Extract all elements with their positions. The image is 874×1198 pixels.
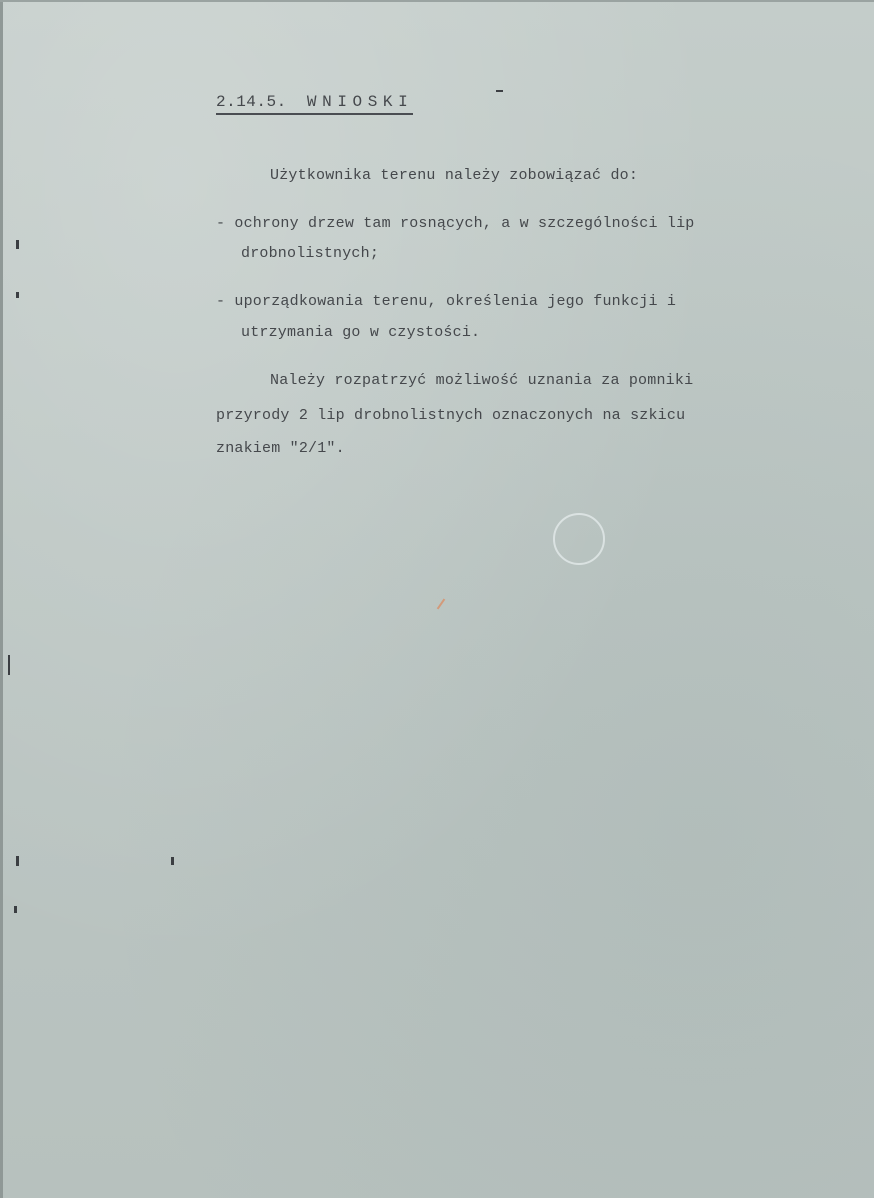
paragraph-line-3: znakiem "2/1". — [216, 440, 345, 457]
margin-mark — [16, 856, 19, 866]
list-item-1-line-1: - ochrony drzew tam rosnących, a w szczególności lip — [216, 215, 695, 232]
margin-mark — [16, 240, 19, 249]
faded-stamp-circle — [553, 513, 605, 565]
intro-line: Użytkownika terenu należy zobowiązać do: — [270, 167, 639, 184]
paper-speck — [437, 599, 446, 610]
margin-mark — [171, 857, 174, 865]
paragraph-line-1: Należy rozpatrzyć możliwość uznania za pomniki — [270, 372, 694, 389]
list-item-1-line-2: drobnolistnych; — [241, 245, 380, 262]
paper-left-edge — [0, 0, 3, 1198]
margin-mark — [16, 292, 19, 298]
section-title: WNIOSKI — [306, 93, 414, 111]
margin-mark — [8, 655, 10, 675]
ink-mark — [496, 90, 503, 92]
paper-top-edge — [0, 0, 874, 2]
list-item-2-line-2: utrzymania go w czystości. — [241, 324, 481, 341]
section-heading — [216, 92, 413, 115]
margin-mark — [14, 906, 17, 913]
list-item-2-line-1: - uporządkowania terenu, określenia jego funkcji i — [216, 293, 677, 310]
section-number: 2.14.5. — [216, 93, 287, 111]
paragraph-line-2: przyrody 2 lip drobnolistnych oznaczonych na szkicu — [216, 407, 686, 424]
